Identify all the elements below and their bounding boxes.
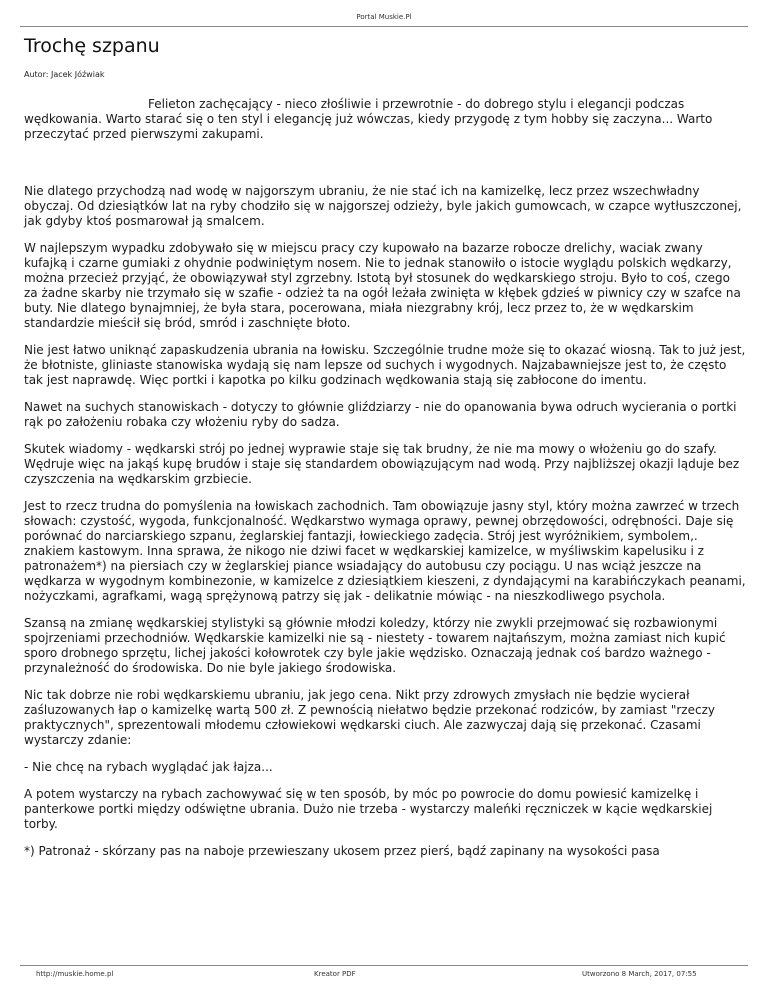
page-header: Portal Muskie.Pl — [356, 13, 412, 21]
article-title: Trochę szpanu — [24, 35, 160, 57]
article-paragraph: Nie jest łatwo uniknąć zapaskudzenia ubrania na łowisku. Szczególnie trudne może się to okazać wiosną. Tak to już jest, że błotniste, gliniaste stanowiska wydają się nam lepsze od suchych i wygodnych. Najzabawniejsze jest to, że często tak jest naprawdę. Więc portki i kapotka po kilku godzinach wędkowania stają się zabłocone do imentu. — [24, 343, 746, 387]
bottom-divider — [20, 965, 748, 966]
article-paragraph: W najlepszym wypadku zdobywało się w miejscu pracy czy kupowało na bazarze robocze drelichy, waciak zwany kufajką i czarne gumiaki z ohydnie podwiniętym nosem. Nie to jednak stanowiło o istocie wyglądu polskich wędkarzy, można przecież przyjąć, że obowiązywał styl zgrzebny. Istotą był stosunek do wędkarskiego stroju. Było to coś, czego za żadne skarby nie trzymało się w szafie - odzież ta na ogół leżała zwinięta w kłębek gdzieś w piwnicy czy w szafce na buty. Nie dlatego bynajmniej, że była stara, pocerowana, miała niezgrabny krój, lecz przez to, że w wędkarskim standardzie mieścił się bród, smród i zaschnięte błoto. — [24, 241, 741, 330]
article-body — [24, 97, 746, 871]
footer-creator: Kreator PDF — [314, 970, 356, 978]
article-intro: Felieton zachęcający - nieco złośliwie i przewrotnie - do dobrego stylu i elegancji podczas wędkowania. Warto starać się o ten styl i elegancję już wówczas, kiedy przygodę z tym hobby się zaczyna... Warto przeczytać przed pierwszymi zakupami. — [24, 97, 713, 141]
article-paragraph: Nic tak dobrze nie robi wędkarskiemu ubraniu, jak jego cena. Nikt przy zdrowych zmysłach nie będzie wycierał zaśluzowanych łap o kamizelkę wartą 500 zł. Z pewnością niełatwo będzie przekonać rodziców, by zamiast "rzeczy praktycznych", sprezentowali młodemu człowiekowi wędkarski ciuch. Ale zazwyczaj dają się przekonać. Czasami wystarczy zdanie: — [24, 688, 715, 747]
article-footnote: *) Patronaż - skórzany pas na naboje przewieszany ukosem przez pierś, bądź zapinany na wysokości pasa — [24, 844, 660, 858]
article-paragraph: Nie dlatego przychodzą nad wodę w najgorszym ubraniu, że nie stać ich na kamizelkę, lecz przez wszechwładny obyczaj. Od dziesiątków lat na ryby chodziło się w najgorszej odzieży, byle jakich gumowcach, w czapce wytłuszczonej, jak gdyby ktoś posmarował ją smalcem. — [24, 184, 742, 228]
article-paragraph: Skutek wiadomy - wędkarski strój po jednej wyprawie staje się tak brudny, że nie ma mowy o włożeniu go do szafy. Wędruje więc na jakąś kupę brudów i staje się standardem obowiązującym nad wodą. Przy najbliższej okazji ląduje bez czyszczenia na wędkarskim grzbiecie. — [24, 442, 740, 486]
top-divider — [20, 26, 748, 27]
footer-date: Utworzono 8 March, 2017, 07:55 — [582, 970, 697, 978]
footer-url: http://muskie.home.pl — [36, 970, 114, 978]
article-paragraph: A potem wystarczy na rybach zachowywać się w ten sposób, by móc po powrocie do domu powiesić kamizelkę i panterkowe portki między odświętne ubrania. Dużo nie trzeba - wystarczy maleńki ręczniczek w kącie wędkarskiej torby. — [24, 787, 713, 831]
article-paragraph: Nawet na suchych stanowiskach - dotyczy to głównie gliździarzy - nie do opanowania bywa odruch wycierania o portki rąk po założeniu robaka czy włożeniu ryby do sadza. — [24, 400, 737, 429]
article-paragraph: Jest to rzecz trudna do pomyślenia na łowiskach zachodnich. Tam obowiązuje jasny styl, który można zawrzeć w trzech słowach: czystość, wygoda, funkcjonalność. Wędkarstwo wymaga oprawy, pewnej obrzędowości, odrębności. Daje się porównać do narciarskiego szpanu, żeglarskiej fantazji, łowieckiego zadęcia. Strój jest wyróżnikiem, symbolem,. znakiem kastowym. Inna sprawa, że nikogo nie dziwi facet w wędkarskiej kamizelce, w myśliwskim kapelusiku i z patronażem*) na piersiach czy w żeglarskiej piance wsiadający do autobusu czy pociągu. U nas wciąż jeszcze na wędkarza w wygodnym kombinezonie, w kamizelce z dziesiątkiem kieszeni, z dyndającymi na karabińczykach peanami, nożyczkami, agrafkami, wagą sprężynową patrzy się jak - delikatnie mówiąc - na nieszkodliwego psychola. — [24, 499, 746, 603]
article-author: Autor: Jacek Jóźwiak — [24, 70, 105, 79]
article-quote: - Nie chcę na rybach wyglądać jak łajza... — [24, 760, 273, 774]
article-paragraph: Szansą na zmianę wędkarskiej stylistyki są głównie młodzi koledzy, którzy nie zwykli przejmować się rozbawionymi spojrzeniami przechodniów. Wędkarskie kamizelki nie są - niestety - towarem najtańszym, można zamiast nich kupić sporo drobnego sprzętu, lichej jakości kołowrotek czy byle jakie wędzisko. Oznaczają jednak coś bardzo ważnego - przynależność do środowiska. Do nie byle jakiego środowiska. — [24, 616, 726, 675]
